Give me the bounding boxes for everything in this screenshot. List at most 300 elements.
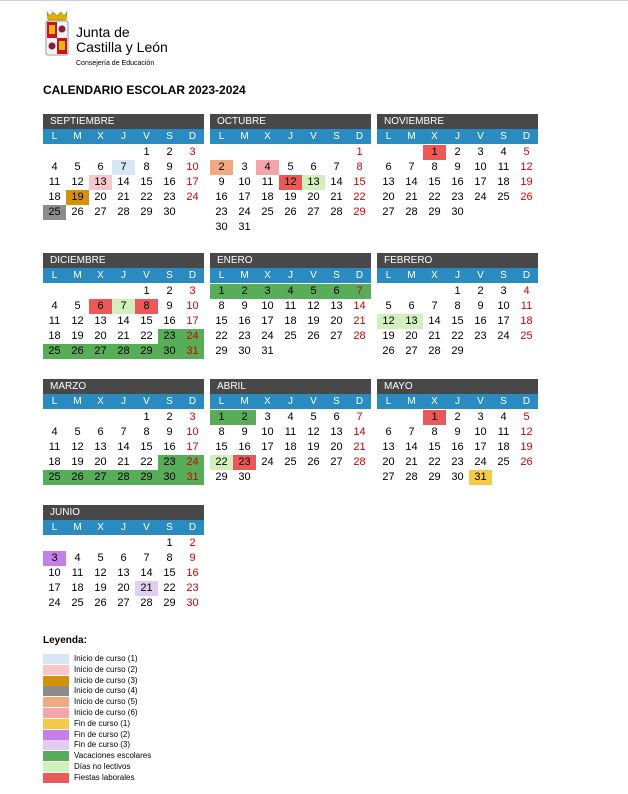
day-cell: 20 xyxy=(405,330,418,342)
weekday-label: M xyxy=(240,396,249,407)
day-cell: 14 xyxy=(117,176,130,188)
weekday-label: M xyxy=(73,396,82,407)
day-cell: 29 xyxy=(135,344,158,359)
day-cell: 24 xyxy=(181,329,204,344)
weekday-label: S xyxy=(500,396,507,407)
weekday-label: S xyxy=(166,396,173,407)
day-cell: 11 xyxy=(284,300,297,312)
weekday-label: X xyxy=(264,131,271,142)
day-cell: 22 xyxy=(140,191,153,203)
day-cell: 18 xyxy=(520,315,533,327)
day-cell: 6 xyxy=(385,161,392,173)
day-cell: 15 xyxy=(428,176,441,188)
day-cell: 9 xyxy=(218,176,225,188)
day-grid xyxy=(43,535,204,640)
day-cell: 29 xyxy=(353,206,366,218)
day-cell: 16 xyxy=(451,176,464,188)
weekday-label: S xyxy=(333,396,340,407)
day-cell: 5 xyxy=(523,411,530,423)
weekday-label: M xyxy=(73,131,82,142)
day-cell: 24 xyxy=(181,455,204,470)
day-cell: 11 xyxy=(284,426,297,438)
day-cell: 20 xyxy=(117,582,130,594)
day-cell: 3 xyxy=(264,411,271,423)
day-cell: 26 xyxy=(520,191,533,203)
day-cell: 26 xyxy=(66,344,89,359)
weekday-label: V xyxy=(143,270,150,281)
weekday-label: V xyxy=(477,131,484,142)
day-cell: 16 xyxy=(163,176,176,188)
legend-label: Fin de curso (2) xyxy=(74,729,131,739)
weekday-label: X xyxy=(431,270,438,281)
day-cell: 29 xyxy=(428,471,441,483)
day-cell: 22 xyxy=(428,456,441,468)
day-cell: 4 xyxy=(51,426,58,438)
day-cell: 2 xyxy=(233,284,256,299)
day-cell: 3 xyxy=(477,146,484,158)
day-cell: 1 xyxy=(210,284,233,299)
day-cell: 9 xyxy=(477,300,484,312)
day-cell: 4 xyxy=(279,284,302,299)
day-cell: 18 xyxy=(284,315,297,327)
day-cell: 8 xyxy=(166,552,173,564)
weekday-label: X xyxy=(264,396,271,407)
day-cell: 11 xyxy=(520,300,533,312)
day-cell: 29 xyxy=(215,345,228,357)
day-cell: 10 xyxy=(186,300,199,312)
weekday-label: M xyxy=(407,270,416,281)
weekday-label: M xyxy=(240,270,249,281)
day-cell: 1 xyxy=(166,537,173,549)
day-cell: 8 xyxy=(431,161,438,173)
day-cell: 15 xyxy=(353,176,366,188)
day-cell: 13 xyxy=(330,300,343,312)
weekday-label: D xyxy=(188,270,197,281)
day-cell: 14 xyxy=(405,176,418,188)
day-cell: 18 xyxy=(284,441,297,453)
day-cell: 30 xyxy=(215,221,228,233)
weekday-label: J xyxy=(455,270,460,281)
day-cell: 14 xyxy=(353,300,366,312)
weekday-label: D xyxy=(355,396,364,407)
day-cell: 25 xyxy=(497,191,510,203)
day-cell: 16 xyxy=(163,315,176,327)
day-cell: 25 xyxy=(43,205,66,220)
day-cell: 5 xyxy=(74,426,81,438)
weekday-label: J xyxy=(288,131,293,142)
day-cell: 6 xyxy=(408,300,415,312)
day-cell: 25 xyxy=(284,330,297,342)
day-cell: 2 xyxy=(477,285,484,297)
day-cell: 31 xyxy=(181,344,204,359)
day-cell: 30 xyxy=(238,471,251,483)
weekday-header xyxy=(43,394,204,409)
weekday-label: V xyxy=(143,522,150,533)
day-cell: 26 xyxy=(71,206,84,218)
legend-swatch xyxy=(43,751,69,761)
day-cell: 6 xyxy=(89,299,112,314)
day-cell: 11 xyxy=(48,441,61,453)
day-cell: 1 xyxy=(143,146,150,158)
day-cell: 12 xyxy=(94,567,107,579)
day-cell: 28 xyxy=(353,330,366,342)
day-cell: 14 xyxy=(405,441,418,453)
day-cell: 12 xyxy=(71,176,84,188)
day-cell: 22 xyxy=(353,191,366,203)
weekday-header xyxy=(377,394,538,409)
weekday-label: S xyxy=(333,270,340,281)
month-name: MAYO xyxy=(377,379,538,394)
day-cell: 17 xyxy=(238,191,251,203)
day-cell: 12 xyxy=(71,315,84,327)
day-cell: 7 xyxy=(143,552,150,564)
day-cell: 2 xyxy=(233,410,256,425)
legend-title: Leyenda: xyxy=(43,635,87,646)
day-cell: 7 xyxy=(356,411,363,423)
day-cell: 22 xyxy=(163,582,176,594)
day-cell: 10 xyxy=(186,426,199,438)
day-cell: 10 xyxy=(474,426,487,438)
weekday-label: X xyxy=(97,396,104,407)
day-grid xyxy=(43,283,204,388)
day-cell: 1 xyxy=(143,285,150,297)
day-grid xyxy=(377,283,538,388)
weekday-header xyxy=(43,129,204,144)
day-cell: 12 xyxy=(307,300,320,312)
weekday-label: X xyxy=(264,270,271,281)
weekday-label: V xyxy=(477,270,484,281)
day-cell: 17 xyxy=(474,176,487,188)
day-cell: 3 xyxy=(477,411,484,423)
day-cell: 9 xyxy=(189,552,196,564)
day-cell: 12 xyxy=(520,161,533,173)
day-cell: 15 xyxy=(215,441,228,453)
month-febrero xyxy=(377,253,538,388)
day-cell: 30 xyxy=(186,597,199,609)
day-cell: 7 xyxy=(112,299,135,314)
day-cell: 2 xyxy=(166,146,173,158)
month-name: SEPTIEMBRE xyxy=(43,114,204,129)
weekday-header xyxy=(377,129,538,144)
weekday-label: S xyxy=(333,131,340,142)
day-cell: 9 xyxy=(454,161,461,173)
weekday-label: X xyxy=(97,131,104,142)
day-cell: 28 xyxy=(405,471,418,483)
month-noviembre xyxy=(377,114,538,249)
day-cell: 26 xyxy=(94,597,107,609)
day-cell: 20 xyxy=(330,315,343,327)
day-cell: 3 xyxy=(256,284,279,299)
day-cell: 11 xyxy=(48,315,61,327)
month-name: ENERO xyxy=(210,253,371,268)
legend-label: Inicio de curso (2) xyxy=(74,664,138,674)
day-cell: 5 xyxy=(385,300,392,312)
day-cell: 14 xyxy=(117,441,130,453)
day-cell: 9 xyxy=(166,161,173,173)
day-cell: 16 xyxy=(451,441,464,453)
day-cell: 3 xyxy=(189,146,196,158)
day-cell: 23 xyxy=(474,330,487,342)
day-cell: 25 xyxy=(43,344,66,359)
day-cell: 19 xyxy=(520,176,533,188)
day-cell: 19 xyxy=(520,441,533,453)
day-cell: 8 xyxy=(135,299,158,314)
day-cell: 7 xyxy=(431,300,438,312)
day-cell: 4 xyxy=(74,552,81,564)
month-name: MARZO xyxy=(43,379,204,394)
day-cell: 27 xyxy=(330,330,343,342)
day-grid xyxy=(377,144,538,249)
day-cell: 16 xyxy=(474,315,487,327)
day-cell: 21 xyxy=(405,456,418,468)
legend-swatch xyxy=(43,740,69,750)
day-cell: 1 xyxy=(210,410,233,425)
day-cell: 10 xyxy=(48,567,61,579)
weekday-label: M xyxy=(407,396,416,407)
weekday-label: X xyxy=(431,396,438,407)
day-cell: 9 xyxy=(241,426,248,438)
day-cell: 21 xyxy=(117,330,130,342)
legend-swatch xyxy=(43,762,69,772)
day-cell: 10 xyxy=(261,300,274,312)
day-cell: 24 xyxy=(474,191,487,203)
day-cell: 15 xyxy=(163,567,176,579)
weekday-header xyxy=(210,129,371,144)
day-cell: 1 xyxy=(454,285,461,297)
day-cell: 18 xyxy=(497,441,510,453)
day-cell: 24 xyxy=(261,456,274,468)
day-cell: 14 xyxy=(353,426,366,438)
day-cell: 15 xyxy=(140,441,153,453)
day-cell: 27 xyxy=(94,206,107,218)
day-cell: 12 xyxy=(71,441,84,453)
day-cell: 20 xyxy=(382,456,395,468)
day-cell: 21 xyxy=(117,191,130,203)
weekday-label: L xyxy=(385,131,392,142)
weekday-label: D xyxy=(522,131,531,142)
legend-swatch xyxy=(43,676,69,686)
day-cell: 27 xyxy=(307,206,320,218)
day-cell: 19 xyxy=(71,456,84,468)
day-cell: 10 xyxy=(474,161,487,173)
day-cell: 29 xyxy=(428,206,441,218)
month-mayo xyxy=(377,379,538,514)
day-cell: 3 xyxy=(500,285,507,297)
month-octubre xyxy=(210,114,371,249)
day-grid xyxy=(210,409,371,514)
weekday-label: L xyxy=(385,396,392,407)
day-cell: 17 xyxy=(186,176,199,188)
day-cell: 27 xyxy=(89,470,112,485)
day-cell: 24 xyxy=(261,330,274,342)
weekday-label: M xyxy=(73,522,82,533)
day-cell: 14 xyxy=(330,176,343,188)
weekday-header xyxy=(43,520,204,535)
day-cell: 13 xyxy=(89,175,112,190)
day-cell: 28 xyxy=(405,206,418,218)
month-abril xyxy=(210,379,371,514)
legend-label: Días no lectivos xyxy=(74,762,131,771)
day-cell: 7 xyxy=(112,160,135,175)
day-cell: 23 xyxy=(451,191,464,203)
day-cell: 24 xyxy=(238,206,251,218)
month-name: OCTUBRE xyxy=(210,114,371,129)
day-cell: 15 xyxy=(451,315,464,327)
weekday-label: V xyxy=(310,270,317,281)
day-cell: 15 xyxy=(140,315,153,327)
weekday-label: D xyxy=(188,522,197,533)
weekday-label: L xyxy=(218,270,225,281)
day-cell: 21 xyxy=(117,456,130,468)
weekday-label: V xyxy=(310,396,317,407)
day-cell: 23 xyxy=(451,456,464,468)
day-cell: 8 xyxy=(431,426,438,438)
day-cell: 19 xyxy=(71,330,84,342)
day-cell: 5 xyxy=(97,552,104,564)
day-cell: 22 xyxy=(210,455,233,470)
day-cell: 30 xyxy=(158,344,181,359)
day-cell: 27 xyxy=(89,344,112,359)
day-cell: 23 xyxy=(215,206,228,218)
day-cell: 30 xyxy=(451,206,464,218)
day-cell: 13 xyxy=(382,176,395,188)
day-cell: 28 xyxy=(330,206,343,218)
day-cell: 28 xyxy=(112,344,135,359)
day-cell: 10 xyxy=(186,161,199,173)
weekday-label: J xyxy=(121,270,126,281)
day-cell: 31 xyxy=(261,345,274,357)
day-cell: 28 xyxy=(353,456,366,468)
day-cell: 18 xyxy=(48,330,61,342)
day-cell: 26 xyxy=(382,345,395,357)
day-cell: 7 xyxy=(408,161,415,173)
weekday-label: X xyxy=(97,270,104,281)
day-cell: 17 xyxy=(186,441,199,453)
day-cell: 3 xyxy=(189,285,196,297)
legend-swatch xyxy=(43,665,69,675)
day-cell: 26 xyxy=(284,206,297,218)
weekday-label: M xyxy=(407,131,416,142)
month-septiembre xyxy=(43,114,204,249)
legend-label: Inicio de curso (4) xyxy=(74,686,138,696)
day-cell: 12 xyxy=(377,314,400,329)
weekday-label: L xyxy=(51,131,58,142)
day-cell: 19 xyxy=(307,441,320,453)
day-cell: 25 xyxy=(43,470,66,485)
day-cell: 27 xyxy=(382,206,395,218)
weekday-label: J xyxy=(455,396,460,407)
brand-line-2: Castilla y León xyxy=(76,39,168,55)
day-cell: 24 xyxy=(48,597,61,609)
weekday-label: X xyxy=(431,131,438,142)
day-cell: 28 xyxy=(140,597,153,609)
weekday-label: D xyxy=(355,270,364,281)
day-cell: 2 xyxy=(189,537,196,549)
day-cell: 29 xyxy=(215,471,228,483)
day-cell: 13 xyxy=(94,315,107,327)
weekday-label: L xyxy=(51,522,58,533)
weekday-label: J xyxy=(121,131,126,142)
day-cell: 12 xyxy=(279,175,302,190)
day-cell: 2 xyxy=(166,285,173,297)
month-name: ABRIL xyxy=(210,379,371,394)
day-cell: 2 xyxy=(166,411,173,423)
day-cell: 25 xyxy=(284,456,297,468)
top-border-line xyxy=(0,0,628,1)
day-cell: 19 xyxy=(382,330,395,342)
day-cell: 6 xyxy=(385,426,392,438)
weekday-label: J xyxy=(121,522,126,533)
day-grid xyxy=(43,409,204,514)
day-cell: 16 xyxy=(186,567,199,579)
day-cell: 27 xyxy=(405,345,418,357)
day-cell: 30 xyxy=(451,471,464,483)
day-cell: 18 xyxy=(48,191,61,203)
day-cell: 26 xyxy=(307,330,320,342)
day-cell: 30 xyxy=(158,470,181,485)
day-cell: 24 xyxy=(186,191,199,203)
weekday-label: L xyxy=(218,396,225,407)
day-cell: 19 xyxy=(284,191,297,203)
day-cell: 5 xyxy=(310,411,317,423)
day-cell: 22 xyxy=(215,330,228,342)
day-cell: 26 xyxy=(520,456,533,468)
day-cell: 22 xyxy=(140,456,153,468)
day-cell: 23 xyxy=(238,330,251,342)
day-cell: 21 xyxy=(135,581,158,596)
day-cell: 6 xyxy=(97,426,104,438)
legend-swatch xyxy=(43,708,69,718)
day-cell: 8 xyxy=(356,161,363,173)
day-cell: 21 xyxy=(405,191,418,203)
day-cell: 5 xyxy=(74,300,81,312)
day-cell: 25 xyxy=(261,206,274,218)
day-cell: 8 xyxy=(143,426,150,438)
day-cell: 28 xyxy=(112,470,135,485)
month-name: JUNIO xyxy=(43,505,204,520)
day-cell: 7 xyxy=(348,284,371,299)
day-cell: 1 xyxy=(423,145,446,160)
legend-swatch xyxy=(43,697,69,707)
day-cell: 4 xyxy=(500,411,507,423)
legend-label: Inicio de curso (3) xyxy=(74,675,138,685)
month-name: NOVIEMBRE xyxy=(377,114,538,129)
day-cell: 20 xyxy=(94,330,107,342)
weekday-label: J xyxy=(288,396,293,407)
day-cell: 18 xyxy=(497,176,510,188)
day-grid xyxy=(210,144,371,249)
day-cell: 29 xyxy=(163,597,176,609)
day-cell: 23 xyxy=(158,329,181,344)
weekday-label: M xyxy=(73,270,82,281)
weekday-header xyxy=(210,268,371,283)
day-cell: 19 xyxy=(66,190,89,205)
day-cell: 9 xyxy=(241,300,248,312)
legend-swatch xyxy=(43,719,69,729)
legend-swatch xyxy=(43,730,69,740)
day-cell: 16 xyxy=(238,441,251,453)
day-cell: 17 xyxy=(474,441,487,453)
day-cell: 30 xyxy=(163,206,176,218)
day-cell: 12 xyxy=(520,426,533,438)
day-cell: 22 xyxy=(140,330,153,342)
weekday-label: V xyxy=(143,396,150,407)
day-cell: 14 xyxy=(117,315,130,327)
day-cell: 23 xyxy=(163,191,176,203)
weekday-label: D xyxy=(188,396,197,407)
day-cell: 25 xyxy=(520,330,533,342)
coat-of-arms-icon xyxy=(43,10,71,58)
